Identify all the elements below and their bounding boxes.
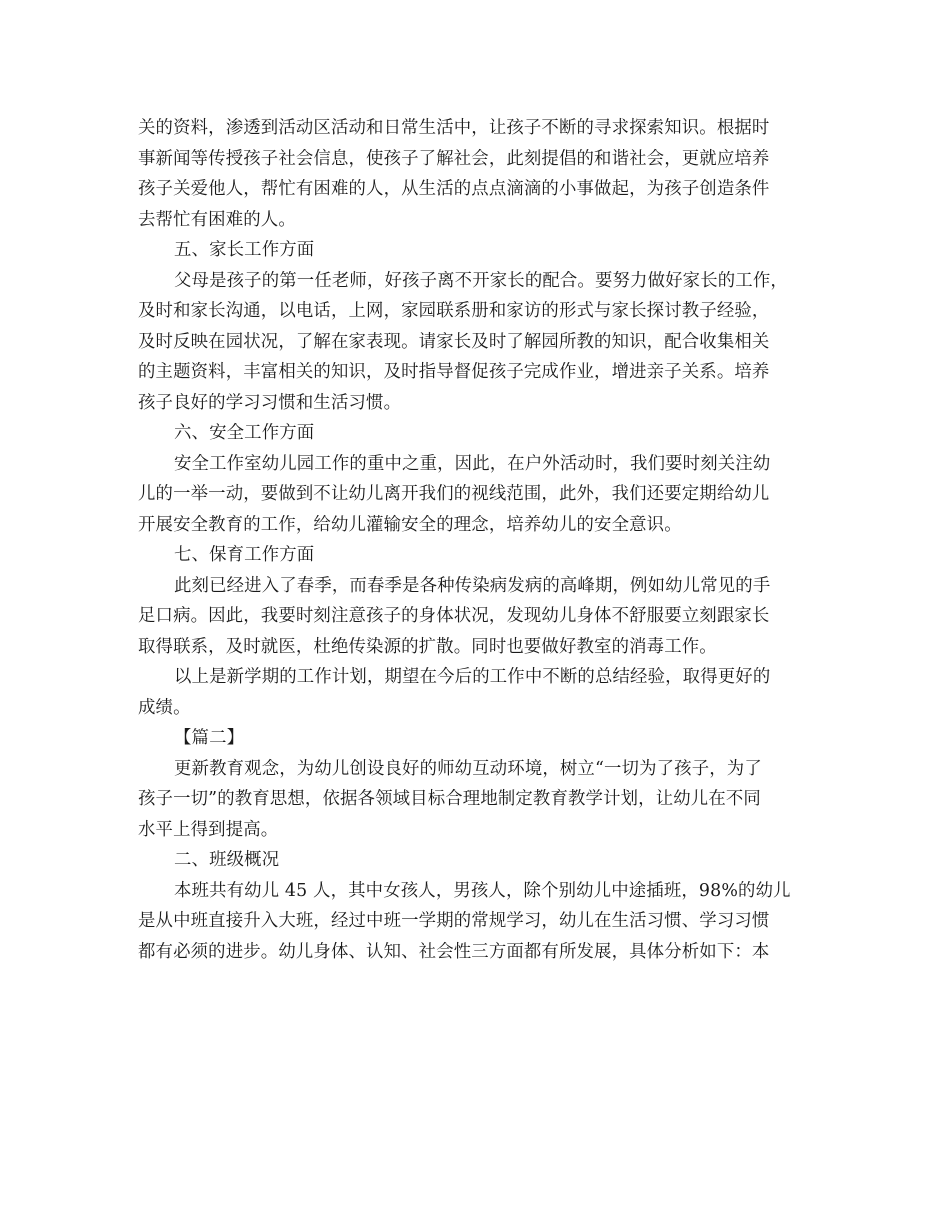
paragraph-first-line: 六、安全工作方面 bbox=[174, 423, 315, 443]
paragraph-line: 关的资料，渗透到活动区活动和日常生活中，让孩子不断的寻求探索知识。根据时 bbox=[138, 118, 770, 138]
paragraph-line: 是从中班直接升入大班，经过中班一学期的常规学习，幼儿在生活习惯、学习习惯 bbox=[138, 911, 770, 931]
paragraph-first-line: 更新教育观念，为幼儿创设良好的师幼互动环境，树立“一切为了孩子，为了 bbox=[174, 758, 762, 779]
paragraph-first-line: 本班共有幼儿 45 人，其中女孩人，男孩人，除个别幼儿中途插班，98%的幼儿 bbox=[174, 880, 791, 901]
paragraph-first-line: 以上是新学期的工作计划，期望在今后的工作中不断的总结经验，取得更好的 bbox=[174, 667, 771, 687]
paragraph-line: 去帮忙有困难的人。 bbox=[138, 209, 296, 230]
paragraph-first-line: 二、班级概况 bbox=[174, 850, 280, 870]
paragraph-line: 孩子关爱他人，帮忙有困难的人，从生活的点点滴滴的小事做起，为孩子创造条件 bbox=[138, 179, 770, 199]
paragraph-line: 取得联系，及时就医，杜绝传染源的扩散。同时也要做好教室的消毒工作。 bbox=[138, 636, 717, 657]
paragraph-first-line: 七、保育工作方面 bbox=[174, 545, 315, 565]
paragraph-line: 开展安全教育的工作，给幼儿灌输安全的理念，培养幼儿的安全意识。 bbox=[138, 514, 682, 535]
paragraph-line: 水平上得到提高。 bbox=[138, 819, 279, 840]
paragraph-line: 的主题资料，丰富相关的知识，及时指导督促孩子完成作业，增进亲子关系。培养 bbox=[138, 362, 770, 382]
paragraph-first-line: 五、家长工作方面 bbox=[174, 240, 315, 260]
paragraph-line: 足口病。因此，我要时刻注意孩子的身体状况，发现幼儿身体不舒服要立刻跟家长 bbox=[138, 606, 770, 626]
paragraph-line: 事新闻等传授孩子社会信息，使孩子了解社会，此刻提倡的和谐社会，更就应培养 bbox=[138, 148, 770, 169]
paragraph-line: 及时反映在园状况，了解在家表现。请家长及时了解园所教的知识，配合收集相关 bbox=[138, 331, 770, 352]
paragraph-first-line: 【篇二】 bbox=[174, 728, 245, 748]
paragraph-line: 成绩。 bbox=[138, 697, 191, 718]
paragraph-first-line: 安全工作室幼儿园工作的重中之重，因此，在户外活动时，我们要时刻关注幼 bbox=[174, 453, 771, 474]
paragraph-first-line: 此刻已经进入了春季，而春季是各种传染病发病的高峰期，例如幼儿常见的手 bbox=[174, 575, 771, 596]
paragraph-line: 孩子良好的学习习惯和生活习惯。 bbox=[138, 392, 402, 413]
paragraph-line: 孩子一切”的教育思想，依据各领域目标合理地制定教育教学计划，让幼儿在不同 bbox=[138, 789, 761, 809]
paragraph-line: 都有必须的进步。幼儿身体、认知、社会性三方面都有所发展，具体分析如下：本 bbox=[138, 941, 770, 962]
paragraph-line: 及时和家长沟通，以电话，上网，家园联系册和家访的形式与家长探讨教子经验， bbox=[138, 301, 770, 321]
document-body bbox=[138, 113, 818, 967]
paragraph-first-line: 父母是孩子的第一任老师，好孩子离不开家长的配合。要努力做好家长的工作， bbox=[174, 270, 788, 291]
paragraph-line: 儿的一举一动，要做到不让幼儿离开我们的视线范围，此外，我们还要定期给幼儿 bbox=[138, 484, 770, 504]
